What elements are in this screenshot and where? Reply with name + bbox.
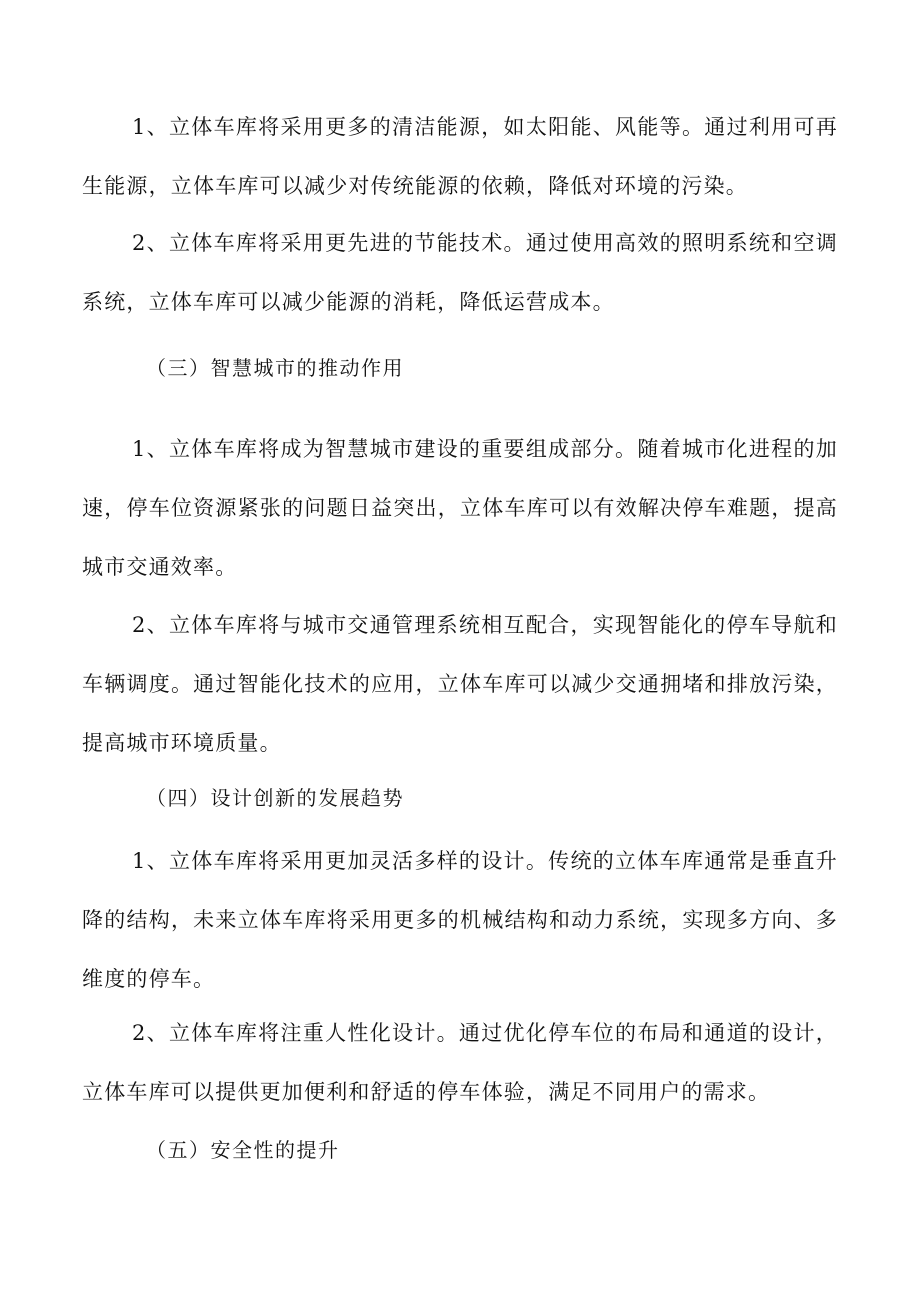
paragraph-human-centered-design: 2、立体车库将注重人性化设计。通过优化停车位的布局和通道的设计，立体车库可以提供更加便利和舒适的停车体验，满足不同用户的需求。 — [82, 1021, 838, 1104]
section-heading-design-innovation: （四）设计创新的发展趋势 — [146, 786, 404, 810]
paragraph-traffic-management: 2、立体车库将与城市交通管理系统相互配合，实现智能化的停车导航和车辆调度。通过智能化技术的应用，立体车库可以减少交通拥堵和排放污染，提高城市环境质量。 — [82, 613, 838, 755]
paragraph-smart-city-component: 1、立体车库将成为智慧城市建设的重要组成部分。随着城市化进程的加速，停车位资源紧张的问题日益突出，立体车库可以有效解决停车难题，提高城市交通效率。 — [82, 437, 838, 579]
paragraph-clean-energy: 1、立体车库将采用更多的清洁能源，如太阳能、风能等。通过利用可再生能源，立体车库可以减少对传统能源的依赖，降低对环境的污染。 — [82, 115, 838, 198]
section-heading-smart-city: （三）智慧城市的推动作用 — [146, 356, 404, 380]
paragraph-energy-saving: 2、立体车库将采用更先进的节能技术。通过使用高效的照明系统和空调系统，立体车库可以减少能源的消耗，降低运营成本。 — [82, 231, 838, 314]
paragraph-flexible-design: 1、立体车库将采用更加灵活多样的设计。传统的立体车库通常是垂直升降的结构，未来立体车库将采用更多的机械结构和动力系统，实现多方向、多维度的停车。 — [82, 849, 838, 991]
section-heading-safety: （五）安全性的提升 — [146, 1138, 340, 1162]
